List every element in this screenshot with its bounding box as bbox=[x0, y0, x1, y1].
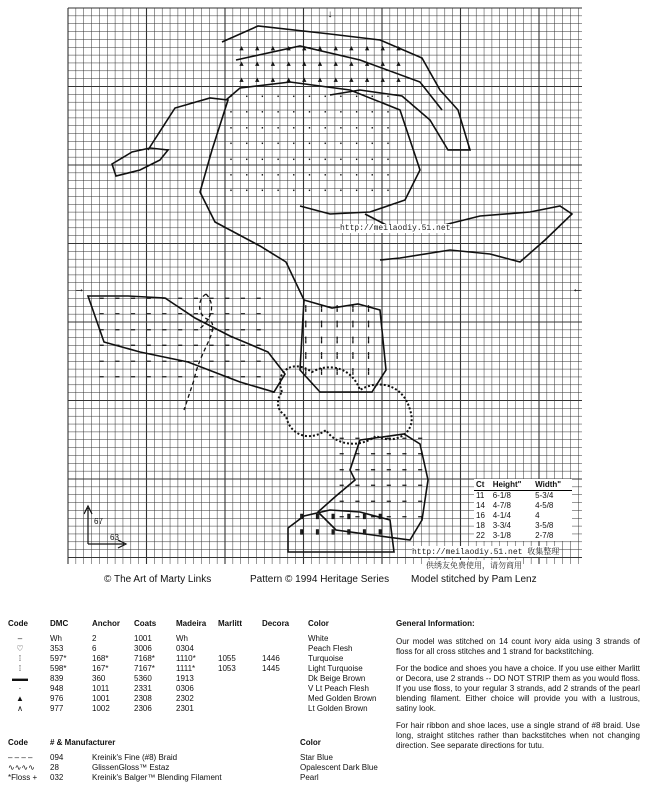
stitch-symbol: · bbox=[324, 156, 327, 163]
stitch-symbol: ¦ bbox=[336, 321, 338, 328]
ct-row: 16 4-1/4 4 bbox=[476, 511, 540, 520]
key-row: · 948 1011 2331 0306 V Lt Peach Flesh bbox=[18, 684, 369, 693]
general-paragraph: For the bodice and shoes you have a choice. If you use either Marlitt or Decora, use 2 strands -- DO NOT STRIP them as you would floss. If you use floss, to your regular 3 strands, add 2 strands of the pearl blending filament. Either choice will provide you with a lustrous, satiny look. bbox=[396, 664, 640, 713]
stitch-symbol: – bbox=[241, 327, 245, 334]
stitch-symbol: ▮ bbox=[347, 529, 351, 536]
stitch-symbol: – bbox=[100, 327, 104, 334]
stitch-symbol: · bbox=[339, 125, 342, 132]
stitch-symbol: – bbox=[402, 483, 407, 490]
stitch-symbol: ▮ bbox=[315, 514, 320, 520]
stitch-symbol: ▴ bbox=[397, 46, 401, 52]
stitch-symbol: – bbox=[355, 467, 360, 474]
stitch-symbol: – bbox=[131, 327, 135, 334]
stitch-symbol: · bbox=[277, 94, 280, 100]
stitch-symbol: – bbox=[340, 467, 344, 474]
stitch-symbol: – bbox=[340, 498, 344, 505]
stitch-symbol: · bbox=[245, 172, 248, 179]
key-row: ♡ 353 6 3006 0304 Peach Flesh bbox=[16, 644, 353, 653]
copyright-text: © The Art of Marty Links bbox=[104, 574, 212, 585]
stitch-symbol: ¦ bbox=[336, 337, 338, 344]
stitch-symbol: · bbox=[308, 188, 311, 195]
stitch-symbol: ¦ bbox=[305, 353, 307, 360]
stitch-symbol: – bbox=[115, 296, 120, 302]
stitch-symbol: · bbox=[230, 172, 232, 179]
stitch-symbol: ▴ bbox=[287, 77, 291, 84]
stitch-symbol: – bbox=[100, 358, 104, 365]
stitch-symbol: ¦ bbox=[336, 306, 338, 312]
stitch-symbol: – bbox=[194, 327, 198, 334]
stitch-symbol: · bbox=[339, 94, 342, 100]
stitch-symbol: · bbox=[292, 188, 295, 195]
stitch-symbol: – bbox=[147, 311, 151, 318]
stitch-symbol: ¦ bbox=[352, 353, 354, 360]
stitch-symbol: – bbox=[402, 514, 407, 521]
stitch-symbol: – bbox=[194, 374, 198, 381]
specialty-key-table: Code # & Manufacturer Color – – – – 094 Kreinik's Fine (#8) Braid Star Blue ∿∿∿∿ 28 GlissenGloss™ Estaz Opalescent Dark Blue *Floss + 032 Kreinik's Balger™ Blending Filament Pearl bbox=[8, 738, 402, 783]
stitch-symbol: – bbox=[387, 498, 391, 505]
stitch-symbol: ¦ bbox=[352, 368, 354, 375]
stitch-symbol: – bbox=[147, 374, 151, 381]
stitch-symbol: – bbox=[355, 483, 360, 490]
stitch-symbol: · bbox=[324, 94, 327, 100]
stitch-symbol: – bbox=[340, 436, 344, 442]
stitch-symbol: · bbox=[355, 109, 358, 116]
stitch-symbol: ¦ bbox=[352, 306, 354, 312]
stitch-symbol: ▮ bbox=[378, 514, 382, 520]
stitch-symbol: – bbox=[131, 311, 135, 318]
stitch-symbol: ¦ bbox=[305, 368, 307, 375]
hair-ribbon bbox=[236, 46, 442, 110]
stitch-symbol: ¦ bbox=[367, 353, 370, 360]
stitch-symbol: – bbox=[225, 358, 229, 365]
stitch-symbol: · bbox=[261, 141, 264, 148]
stitch-symbol: ▴ bbox=[240, 77, 244, 84]
stitch-symbol: · bbox=[355, 188, 358, 195]
stitch-symbol: – bbox=[355, 436, 360, 442]
stitch-symbol: ¦ bbox=[367, 337, 370, 344]
stitch-symbol: – bbox=[209, 374, 214, 381]
key-row: ▬▬ 839 360 5360 1913 Dk Beige Brown bbox=[12, 674, 366, 683]
stitch-symbol: ▴ bbox=[302, 46, 306, 52]
figure-outline bbox=[84, 26, 572, 552]
specialty-row: ∿∿∿∿ 28 GlissenGloss™ Estaz Opalescent Dark Blue bbox=[8, 763, 378, 772]
stitch-symbol: – bbox=[257, 296, 261, 302]
stitch-symbol: · bbox=[245, 109, 248, 116]
stitch-symbol: · bbox=[292, 109, 295, 116]
stitch-symbol: ▴ bbox=[381, 46, 385, 52]
hair-outline bbox=[222, 26, 470, 150]
pattern-text: Pattern © 1994 Heritage Series bbox=[250, 574, 390, 585]
stitch-symbol: – bbox=[162, 296, 167, 302]
stitch-symbol: – bbox=[131, 296, 135, 302]
general-paragraph: For hair ribbon and shoe laces, use a single strand of #8 braid. Use long, straight stitches rather than backstitches when not changing direction. See separate directions for tutu. bbox=[396, 721, 640, 750]
stitch-symbol: · bbox=[308, 109, 311, 116]
stitch-symbol: – bbox=[257, 311, 261, 318]
stitch-symbol: ¦ bbox=[336, 368, 338, 375]
stitch-symbol: – bbox=[115, 311, 120, 318]
stitch-symbol: · bbox=[355, 125, 358, 132]
stitch-symbol: · bbox=[277, 188, 280, 195]
stitch-symbol: ▴ bbox=[397, 61, 401, 68]
stitch-symbol: – bbox=[115, 343, 120, 350]
stitch-symbol: – bbox=[371, 467, 375, 474]
stitch-symbol: – bbox=[147, 343, 151, 350]
stitch-symbol: – bbox=[162, 327, 167, 334]
stitch-symbol: ▮ bbox=[300, 529, 304, 536]
axis-x-label: 63 bbox=[110, 533, 119, 542]
stitch-symbol: – bbox=[355, 451, 360, 458]
hand-left bbox=[112, 148, 168, 176]
stitch-symbol: · bbox=[355, 172, 358, 179]
stitch-symbol: ▴ bbox=[318, 61, 322, 68]
stitch-symbol: · bbox=[292, 156, 295, 163]
stitch-symbol: – bbox=[371, 498, 375, 505]
stitch-symbol: – bbox=[241, 296, 245, 302]
width-header: Width" bbox=[533, 479, 572, 491]
stitch-symbol: – bbox=[340, 451, 344, 458]
stitch-symbol: ▴ bbox=[240, 46, 244, 52]
stitch-symbol: · bbox=[355, 141, 358, 148]
stitch-symbol: – bbox=[131, 358, 135, 365]
stitch-symbol: · bbox=[261, 156, 264, 163]
stitch-symbol: – bbox=[402, 498, 407, 505]
stitch-symbol: – bbox=[115, 358, 120, 365]
stitch-symbol: · bbox=[245, 94, 248, 100]
stitch-symbol: – bbox=[178, 358, 182, 365]
stitch-symbol: – bbox=[178, 327, 182, 334]
stitch-symbol: · bbox=[245, 156, 248, 163]
stitch-symbol: – bbox=[387, 467, 391, 474]
stitch-symbol: · bbox=[277, 109, 280, 116]
floss-key-table: Code DMC Anchor Coats Madeira Marlitt Decora Color – Wh 2 1001 Wh White ♡ 353 6 3006 0304 Peach Flesh ⁞ 597* 168* 7168* 1110* 1055 1446 Turquoise ⁞ 598* 167* 7167* 1111* 1053 1445 Light Turquoise ▬▬ 839 360 5360 1913 Dk Beige Brown · 948 1011 2331 0306 V Lt Peach Flesh ▲ 976 1001 2308 2302 Med Golden Brown ∧ 977 1002 2306 2301 Lt Golden Brown bbox=[8, 619, 400, 714]
stitch-symbol: ▴ bbox=[397, 77, 401, 84]
chart-watermark: http://meilaodiy.51.net bbox=[340, 224, 451, 233]
stitch-symbol: ▴ bbox=[334, 61, 338, 68]
stitch-symbol: – bbox=[418, 483, 422, 490]
center-arrow-right: ← bbox=[572, 283, 583, 295]
stitch-symbol: ¦ bbox=[305, 337, 307, 344]
stitch-symbol: – bbox=[257, 374, 261, 381]
stitch-symbol: ▴ bbox=[302, 61, 306, 68]
ct-header: Ct bbox=[474, 479, 491, 491]
stitch-symbol: – bbox=[371, 483, 375, 490]
stitch-symbol: ▮ bbox=[331, 529, 335, 536]
stitch-symbol: – bbox=[371, 436, 375, 442]
general-title: General Information: bbox=[396, 619, 475, 628]
stitch-symbol: – bbox=[178, 343, 182, 350]
ct-row: 18 3-3/4 3-5/8 bbox=[476, 521, 554, 530]
stitch-symbol: – bbox=[131, 343, 135, 350]
stitch-symbol: · bbox=[230, 94, 232, 100]
key-row: ⁞ 597* 168* 7168* 1110* 1055 1446 Turquoise bbox=[18, 654, 344, 663]
stitch-symbol: · bbox=[339, 141, 342, 148]
stitch-symbol: · bbox=[230, 125, 232, 132]
stitch-symbol: – bbox=[402, 467, 407, 474]
stitch-symbol: – bbox=[371, 514, 375, 521]
stitch-symbol: – bbox=[147, 327, 151, 334]
stitch-symbol: · bbox=[277, 156, 280, 163]
stitch-symbol: – bbox=[131, 374, 135, 381]
stitch-symbol: ¦ bbox=[305, 306, 307, 312]
stitch-symbol: ¦ bbox=[367, 368, 370, 375]
stitch-symbol: – bbox=[387, 514, 391, 521]
ct-row: 14 4-7/8 4-5/8 bbox=[476, 501, 554, 510]
stitch-symbol: – bbox=[387, 451, 391, 458]
stitch-symbol: ¦ bbox=[336, 353, 338, 360]
stitch-symbol: – bbox=[100, 343, 104, 350]
stitch-symbol: · bbox=[339, 156, 342, 163]
stitch-symbol: – bbox=[162, 343, 167, 350]
stitch-symbol: ▴ bbox=[365, 46, 369, 52]
key-row: ∧ 977 1002 2306 2301 Lt Golden Brown bbox=[17, 704, 368, 713]
stitch-symbol: · bbox=[308, 141, 311, 148]
stitch-symbol: – bbox=[257, 343, 261, 350]
height-header: Height" bbox=[491, 479, 533, 491]
stitch-symbol: – bbox=[418, 498, 422, 505]
stitch-symbol: · bbox=[308, 94, 311, 100]
stitch-symbol: ▴ bbox=[255, 77, 259, 84]
stitch-symbol: ▴ bbox=[255, 46, 259, 52]
stitch-symbol: · bbox=[371, 141, 374, 148]
stitch-symbol: ¦ bbox=[367, 321, 370, 328]
stitch-symbol: – bbox=[115, 374, 120, 381]
stitch-symbol: ▴ bbox=[349, 61, 353, 68]
stitch-symbol: · bbox=[339, 188, 342, 195]
key-row: – Wh 2 1001 Wh White bbox=[17, 634, 329, 643]
stitch-symbol: · bbox=[277, 141, 280, 148]
specialty-row: – – – – 094 Kreinik's Fine (#8) Braid Star Blue bbox=[8, 753, 333, 762]
stitch-symbol: ¦ bbox=[305, 321, 307, 328]
stitch-symbol: ▴ bbox=[240, 61, 244, 68]
stitch-symbol: – bbox=[162, 311, 167, 318]
stitch-symbol: – bbox=[209, 343, 214, 350]
stitch-symbol: – bbox=[194, 358, 198, 365]
stitch-symbol: – bbox=[418, 467, 422, 474]
stitch-symbol: – bbox=[241, 374, 245, 381]
stitch-symbol: – bbox=[241, 343, 245, 350]
footer-watermark-note: 供绣友免费使用，请勿商用 bbox=[426, 562, 522, 571]
face-head bbox=[226, 82, 420, 214]
stitch-symbol: – bbox=[147, 358, 151, 365]
stitch-symbol: – bbox=[418, 514, 422, 521]
axis-y-label: 67 bbox=[94, 517, 103, 526]
stitch-symbol: ¦ bbox=[352, 337, 354, 344]
stitch-symbol: · bbox=[277, 125, 280, 132]
stitch-symbol: · bbox=[308, 172, 311, 179]
stitch-symbol: – bbox=[100, 311, 104, 318]
stitch-symbol: – bbox=[371, 451, 375, 458]
ct-row: 11 6-1/8 5-3/4 bbox=[476, 491, 554, 500]
stitch-symbol: ▴ bbox=[318, 46, 322, 52]
stitch-symbol: · bbox=[387, 172, 389, 179]
stitch-symbol: – bbox=[340, 483, 344, 490]
stitch-symbol: · bbox=[261, 94, 264, 100]
stitch-symbol: – bbox=[241, 311, 245, 318]
stitch-symbol: · bbox=[230, 141, 232, 148]
stitch-symbol: · bbox=[371, 172, 374, 179]
stitch-symbol: · bbox=[355, 94, 358, 100]
stitch-symbol: ¦ bbox=[352, 321, 354, 328]
stitch-symbol: · bbox=[245, 125, 248, 132]
stitch-symbol: ▴ bbox=[381, 77, 385, 84]
stitch-symbol: – bbox=[225, 327, 229, 334]
stitch-symbol: ▴ bbox=[271, 61, 275, 68]
stitch-symbol: · bbox=[261, 125, 264, 132]
stitch-symbol: – bbox=[387, 436, 391, 442]
stitch-symbol: ¦ bbox=[320, 306, 323, 312]
stitch-symbol: – bbox=[178, 296, 182, 302]
stitch-symbol: – bbox=[209, 358, 214, 365]
stitch-symbol: ▴ bbox=[302, 77, 306, 84]
stitch-symbol: – bbox=[257, 358, 261, 365]
stitch-symbol: · bbox=[324, 109, 327, 116]
stitch-symbol: · bbox=[245, 141, 248, 148]
stitch-symbol: ▮ bbox=[378, 529, 382, 536]
stitch-symbol: ▴ bbox=[255, 61, 259, 68]
stitch-symbol: – bbox=[178, 311, 182, 318]
stitch-symbol: ▴ bbox=[349, 77, 353, 84]
general-paragraph: Our model was stitched on 14 count ivory aida using 3 strands of floss for all cross stitches and 1 strand for backstitching. bbox=[396, 637, 640, 656]
stitch-symbol: – bbox=[225, 374, 229, 381]
stitch-symbol: – bbox=[100, 296, 104, 302]
model-text: Model stitched by Pam Lenz bbox=[411, 574, 537, 585]
ct-row: 22 3-1/8 2-7/8 bbox=[476, 531, 554, 540]
stitch-symbol: – bbox=[355, 514, 360, 521]
stitch-symbol: – bbox=[225, 311, 229, 318]
stitch-symbol: · bbox=[371, 125, 374, 132]
stitch-symbol: – bbox=[209, 296, 214, 302]
stitch-symbol: – bbox=[402, 436, 407, 442]
footer-watermark-url: http://meilaodiy.51.net 收集整理 bbox=[412, 548, 560, 557]
stitch-symbol: · bbox=[230, 188, 232, 195]
stitch-symbol: – bbox=[178, 374, 182, 381]
stitch-symbol: – bbox=[194, 343, 198, 350]
stitch-symbol: – bbox=[209, 327, 214, 334]
right-arm bbox=[148, 98, 304, 300]
stitch-symbol: ▮ bbox=[362, 529, 367, 536]
stitch-symbol: – bbox=[162, 374, 167, 381]
stitch-symbol: – bbox=[418, 436, 422, 442]
stitch-symbol: · bbox=[387, 141, 389, 148]
stitch-symbol: · bbox=[339, 109, 342, 116]
stitch-symbol: ¦ bbox=[320, 337, 323, 344]
stitch-symbol: ▴ bbox=[287, 46, 291, 52]
stitch-symbol: – bbox=[100, 374, 104, 381]
center-arrow-left: → bbox=[74, 283, 85, 295]
stitch-symbol: · bbox=[292, 94, 295, 100]
stitch-symbol: · bbox=[387, 109, 389, 116]
key-row: ▲ 976 1001 2308 2302 Med Golden Brown bbox=[16, 694, 377, 703]
stitch-symbol: · bbox=[324, 141, 327, 148]
stitch-symbol: – bbox=[340, 514, 344, 521]
stitch-symbol: – bbox=[225, 296, 229, 302]
stitch-symbol: ▴ bbox=[365, 77, 369, 84]
stitch-symbol: · bbox=[387, 94, 389, 100]
stitch-symbol: ▴ bbox=[271, 77, 275, 84]
stitch-symbol: ¦ bbox=[367, 306, 370, 312]
stitch-symbol: ¦ bbox=[320, 368, 323, 375]
stitch-symbol: · bbox=[324, 125, 327, 132]
stitch-symbol: ▴ bbox=[271, 46, 275, 52]
stitch-symbol: ▴ bbox=[334, 77, 338, 84]
stitch-symbol: · bbox=[292, 141, 295, 148]
stitch-symbol: ▮ bbox=[362, 514, 367, 520]
stitch-symbol: – bbox=[115, 327, 120, 334]
stitch-symbol: · bbox=[261, 109, 264, 116]
stitch-symbol: ▴ bbox=[318, 77, 322, 84]
stitch-symbol: · bbox=[245, 188, 248, 195]
stitch-symbol: – bbox=[355, 498, 360, 505]
stitch-symbol: · bbox=[277, 172, 280, 179]
stitch-symbol: ¦ bbox=[320, 353, 323, 360]
stitch-symbol: ▴ bbox=[365, 61, 369, 68]
stitch-symbol: ▮ bbox=[315, 529, 320, 536]
stitch-symbol: – bbox=[225, 343, 229, 350]
stitch-symbol: · bbox=[292, 172, 295, 179]
stitch-symbol: · bbox=[261, 188, 264, 195]
stitch-symbol: – bbox=[402, 451, 407, 458]
stitch-symbol: ¦ bbox=[320, 321, 323, 328]
stitch-symbol: · bbox=[324, 172, 327, 179]
center-arrow-top: ↓ bbox=[327, 9, 333, 20]
stitch-symbol: – bbox=[147, 296, 151, 302]
stitch-symbol: – bbox=[209, 311, 214, 318]
stitch-symbol: · bbox=[387, 125, 389, 132]
stitch-symbol: ▴ bbox=[349, 46, 353, 52]
stitch-symbol: · bbox=[324, 188, 327, 195]
specialty-row: *Floss + 032 Kreinik's Balger™ Blending Filament Pearl bbox=[8, 773, 319, 782]
stitch-symbol: – bbox=[194, 311, 198, 318]
stitch-symbol: · bbox=[371, 156, 374, 163]
stitch-symbol: · bbox=[261, 172, 264, 179]
stitch-symbol: · bbox=[371, 109, 374, 116]
stitch-symbol: · bbox=[371, 94, 374, 100]
stitch-symbol: ▴ bbox=[381, 61, 385, 68]
stitch-symbol: ▮ bbox=[347, 514, 351, 520]
stitch-symbol: · bbox=[292, 125, 295, 132]
stitch-symbol: – bbox=[162, 358, 167, 365]
stitch-symbol: · bbox=[230, 156, 232, 163]
stitch-symbol: – bbox=[257, 327, 261, 334]
stitch-symbol: – bbox=[194, 296, 198, 302]
stitch-symbol: ▮ bbox=[300, 514, 304, 520]
stitch-symbol: ▴ bbox=[287, 61, 291, 68]
stitch-symbol: · bbox=[355, 156, 358, 163]
stitch-symbol: · bbox=[308, 125, 311, 132]
stitch-symbol: · bbox=[230, 109, 232, 116]
stitch-symbol: · bbox=[387, 188, 389, 195]
stitch-symbol: – bbox=[241, 358, 245, 365]
stitch-symbol: · bbox=[308, 156, 311, 163]
key-row: ⁞ 598* 167* 7167* 1111* 1053 1445 Light Turquoise bbox=[18, 664, 363, 673]
stitch-symbol: · bbox=[387, 156, 389, 163]
general-information bbox=[396, 619, 640, 758]
stitch-symbol: · bbox=[339, 172, 342, 179]
stitch-symbol: – bbox=[387, 483, 391, 490]
stitch-symbol: – bbox=[418, 451, 422, 458]
stitch-symbol: ▮ bbox=[331, 514, 335, 520]
stitch-symbol: ▴ bbox=[334, 46, 338, 52]
stitch-symbol: · bbox=[371, 188, 374, 195]
ct-size-table bbox=[474, 479, 572, 541]
